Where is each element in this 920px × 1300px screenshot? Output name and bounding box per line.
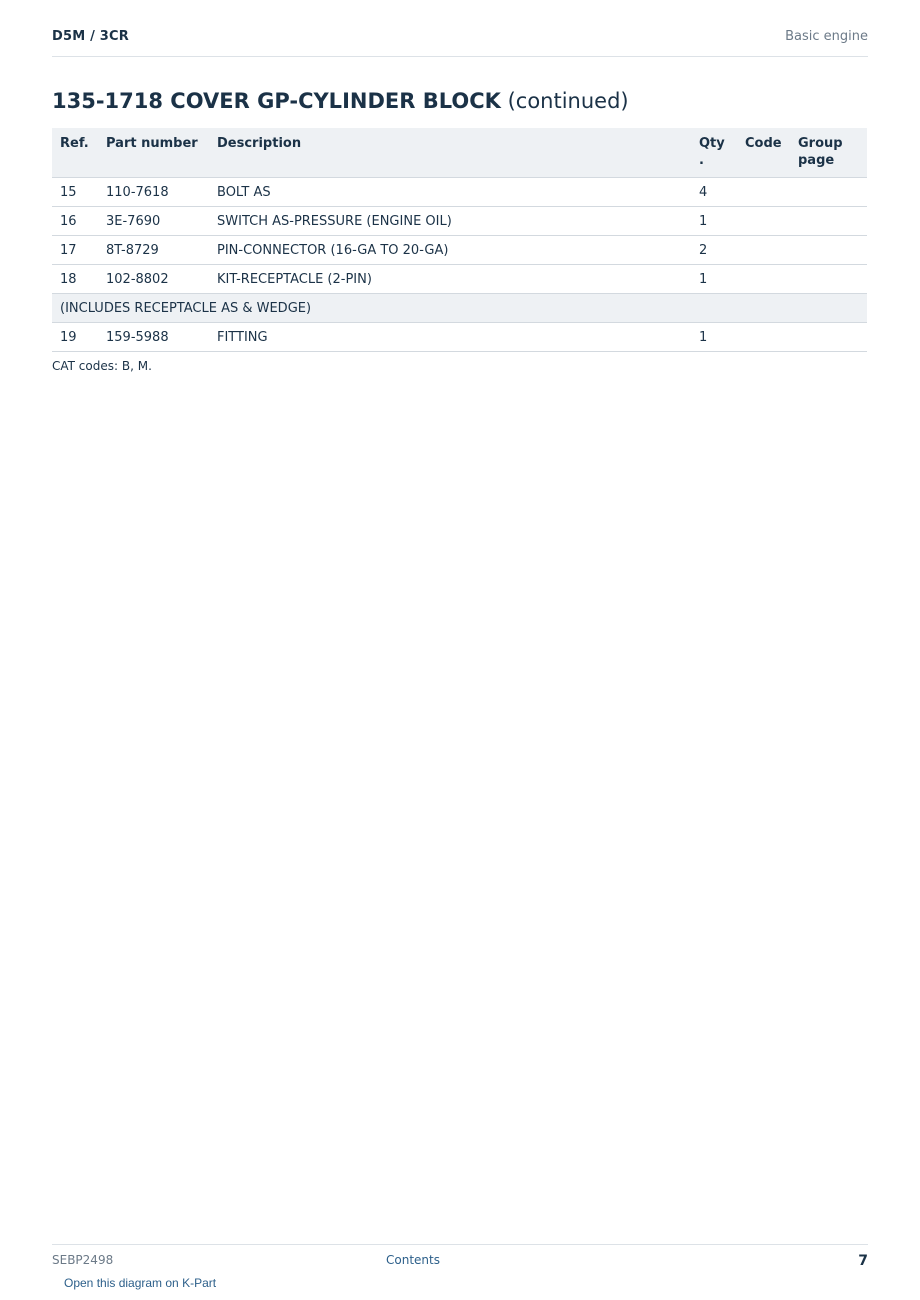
page-header xyxy=(52,29,868,57)
cell-part-number: 8T-8729 xyxy=(98,236,209,265)
cell-description: KIT-RECEPTACLE (2-PIN) xyxy=(209,265,691,294)
cell-group-page xyxy=(790,265,867,294)
page-footer xyxy=(52,1244,868,1271)
cell-code xyxy=(737,265,790,294)
cat-codes: CAT codes: B, M. xyxy=(52,359,152,373)
cell-ref: 19 xyxy=(52,323,98,352)
section-label: Basic engine xyxy=(785,29,868,44)
cell-ref: 18 xyxy=(52,265,98,294)
cell-qty: 1 xyxy=(691,323,737,352)
cell-description: PIN-CONNECTOR (16-GA TO 20-GA) xyxy=(209,236,691,265)
cell-group-page xyxy=(790,323,867,352)
col-description: Description xyxy=(209,128,691,178)
cell-qty: 2 xyxy=(691,236,737,265)
cell-ref: 15 xyxy=(52,178,98,207)
cell-qty: 1 xyxy=(691,265,737,294)
col-qty: Qty . xyxy=(691,128,737,178)
cell-group-page xyxy=(790,207,867,236)
cell-part-number: 110-7618 xyxy=(98,178,209,207)
page-number: 7 xyxy=(858,1253,868,1269)
cell-part-number: 3E-7690 xyxy=(98,207,209,236)
table-row xyxy=(52,323,867,352)
col-part-number: Part number xyxy=(98,128,209,178)
table-row xyxy=(52,265,867,294)
col-group-page: Group page xyxy=(790,128,867,178)
cell-description: SWITCH AS-PRESSURE (ENGINE OIL) xyxy=(209,207,691,236)
table-note-row xyxy=(52,294,867,323)
page-title xyxy=(52,89,629,113)
cell-qty: 1 xyxy=(691,207,737,236)
table-header-row xyxy=(52,128,867,178)
cell-description: FITTING xyxy=(209,323,691,352)
cell-note: (INCLUDES RECEPTACLE AS & WEDGE) xyxy=(52,294,867,323)
cell-ref: 17 xyxy=(52,236,98,265)
model-label: D5M / 3CR xyxy=(52,29,129,44)
title-suffix: (continued) xyxy=(507,89,629,113)
cell-part-number: 102-8802 xyxy=(98,265,209,294)
contents-link[interactable]: Contents xyxy=(386,1253,440,1267)
cell-code xyxy=(737,323,790,352)
cell-group-page xyxy=(790,178,867,207)
cell-group-page xyxy=(790,236,867,265)
col-ref: Ref. xyxy=(52,128,98,178)
cell-description: BOLT AS xyxy=(209,178,691,207)
kpart-link[interactable]: Open this diagram on K-Part xyxy=(64,1276,217,1290)
cell-code xyxy=(737,236,790,265)
cell-qty: 4 xyxy=(691,178,737,207)
cell-code xyxy=(737,178,790,207)
doc-id: SEBP2498 xyxy=(52,1253,114,1267)
cell-part-number: 159-5988 xyxy=(98,323,209,352)
table-row xyxy=(52,207,867,236)
cell-ref: 16 xyxy=(52,207,98,236)
title-part: 135-1718 COVER GP-CYLINDER BLOCK xyxy=(52,89,501,113)
cell-code xyxy=(737,207,790,236)
col-code: Code xyxy=(737,128,790,178)
table-row xyxy=(52,236,867,265)
table-row xyxy=(52,178,867,207)
parts-table xyxy=(52,128,867,352)
